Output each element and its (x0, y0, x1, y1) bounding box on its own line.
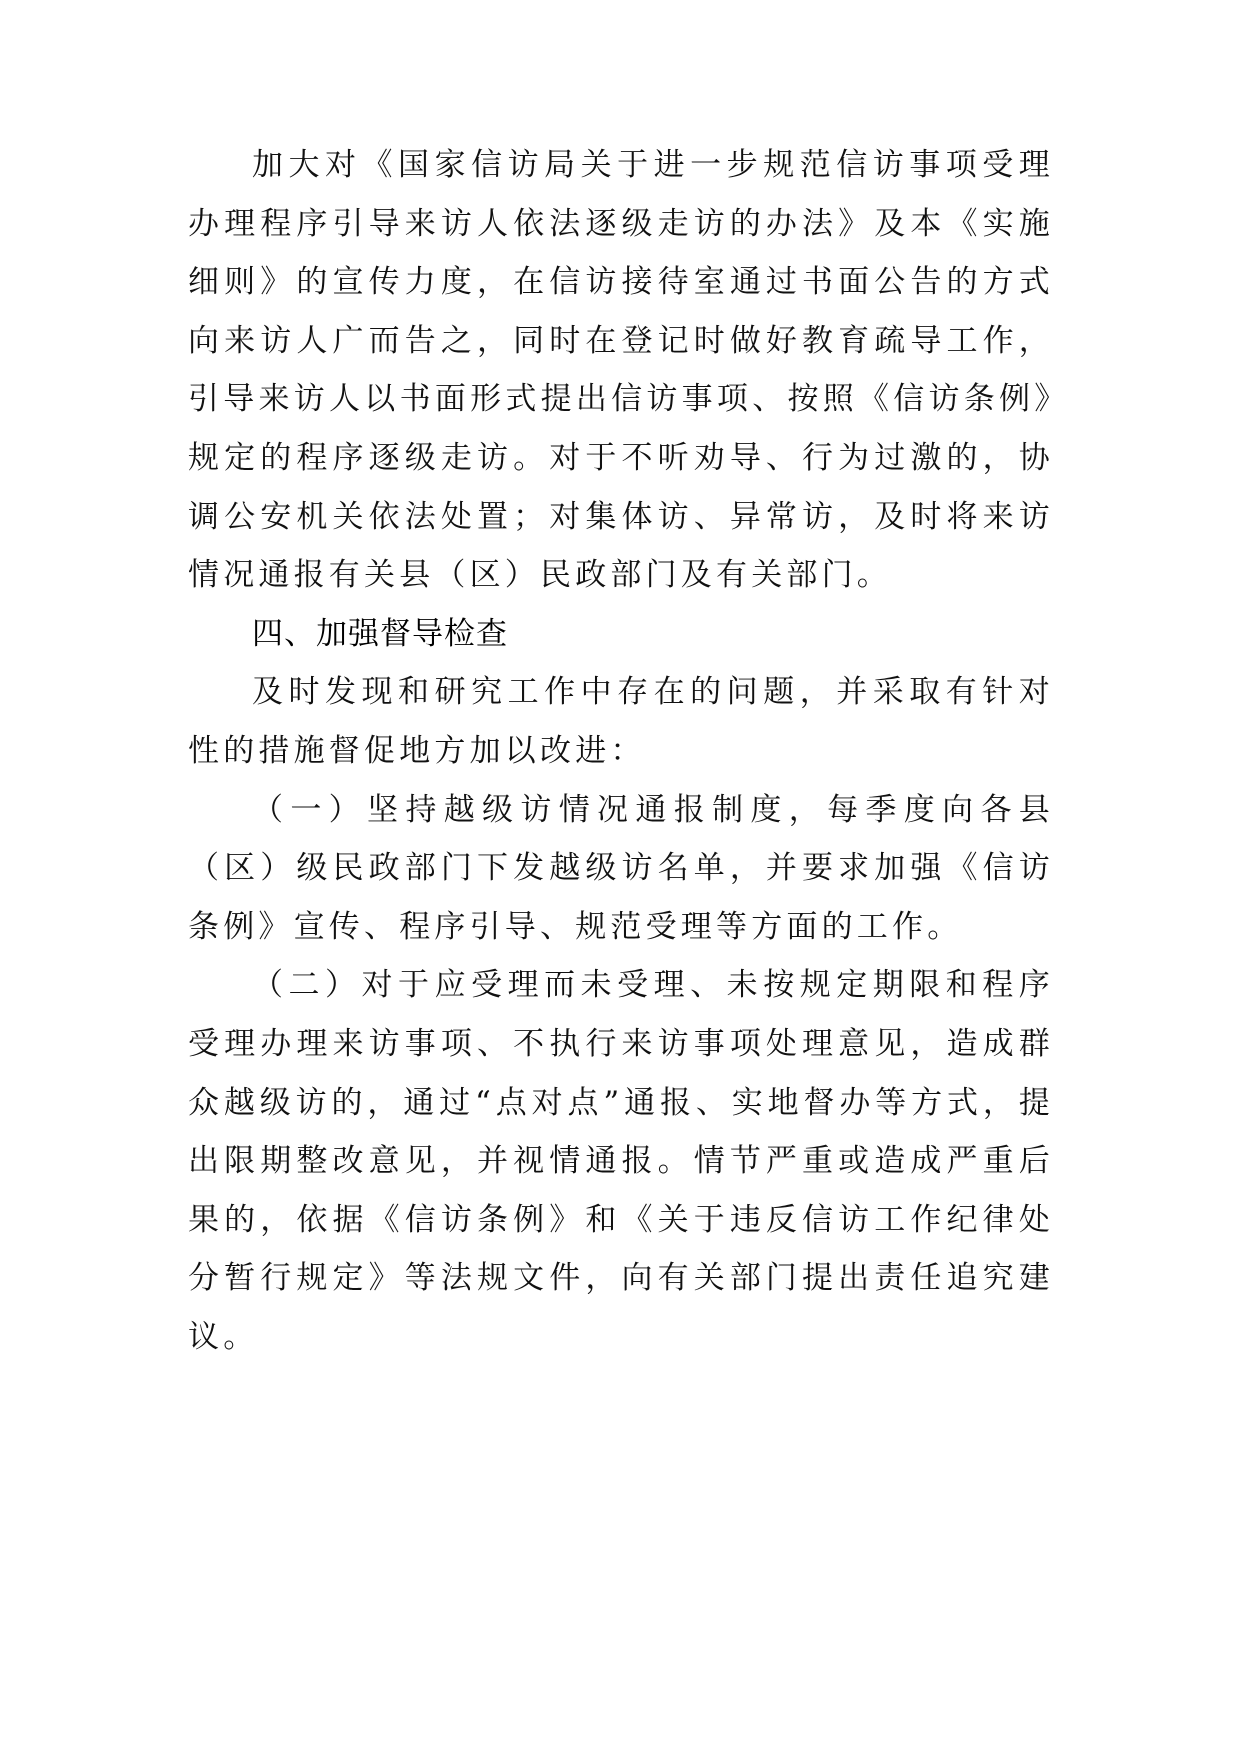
section-heading-supervision: 四、加强督导检查 (252, 615, 508, 652)
paragraph-item-1: （一）坚持越级访情况通报制度，每季度向各县（区）级民政部门下发越级访名单，并要求加强《信访条例》宣传、程序引导、规范受理等方面的工作。 (188, 791, 1054, 945)
paragraph-publicity: 加大对《国家信访局关于进一步规范信访事项受理办理程序引导来访人依法逐级走访的办法》及本《实施细则》的宣传力度，在信访接待室通过书面公告的方式向来访人广而告之，同时在登记时做好教育疏导工作，引导来访人以书面形式提出信访事项、按照《信访条例》规定的程序逐级走访。对于不听劝导、行为过激的，协调公安机关依法处置；对集体访、异常访，及时将来访情况通报有关县（区）民政部门及有关部门。 (188, 147, 1054, 594)
paragraph-intro-supervision: 及时发现和研究工作中存在的问题，并采取有针对性的措施督促地方加以改进： (188, 674, 1054, 769)
document-page (188, 136, 1054, 1366)
paragraph-item-2: （二）对于应受理而未受理、未按规定期限和程序受理办理来访事项、不执行来访事项处理意见，造成群众越级访的，通过“点对点”通报、实地督办等方式，提出限期整改意见，并视情通报。情节严重或造成严重后果的，依据《信访条例》和《关于违反信访工作纪律处分暂行规定》等法规文件，向有关部门提出责任追究建议。 (188, 967, 1054, 1355)
